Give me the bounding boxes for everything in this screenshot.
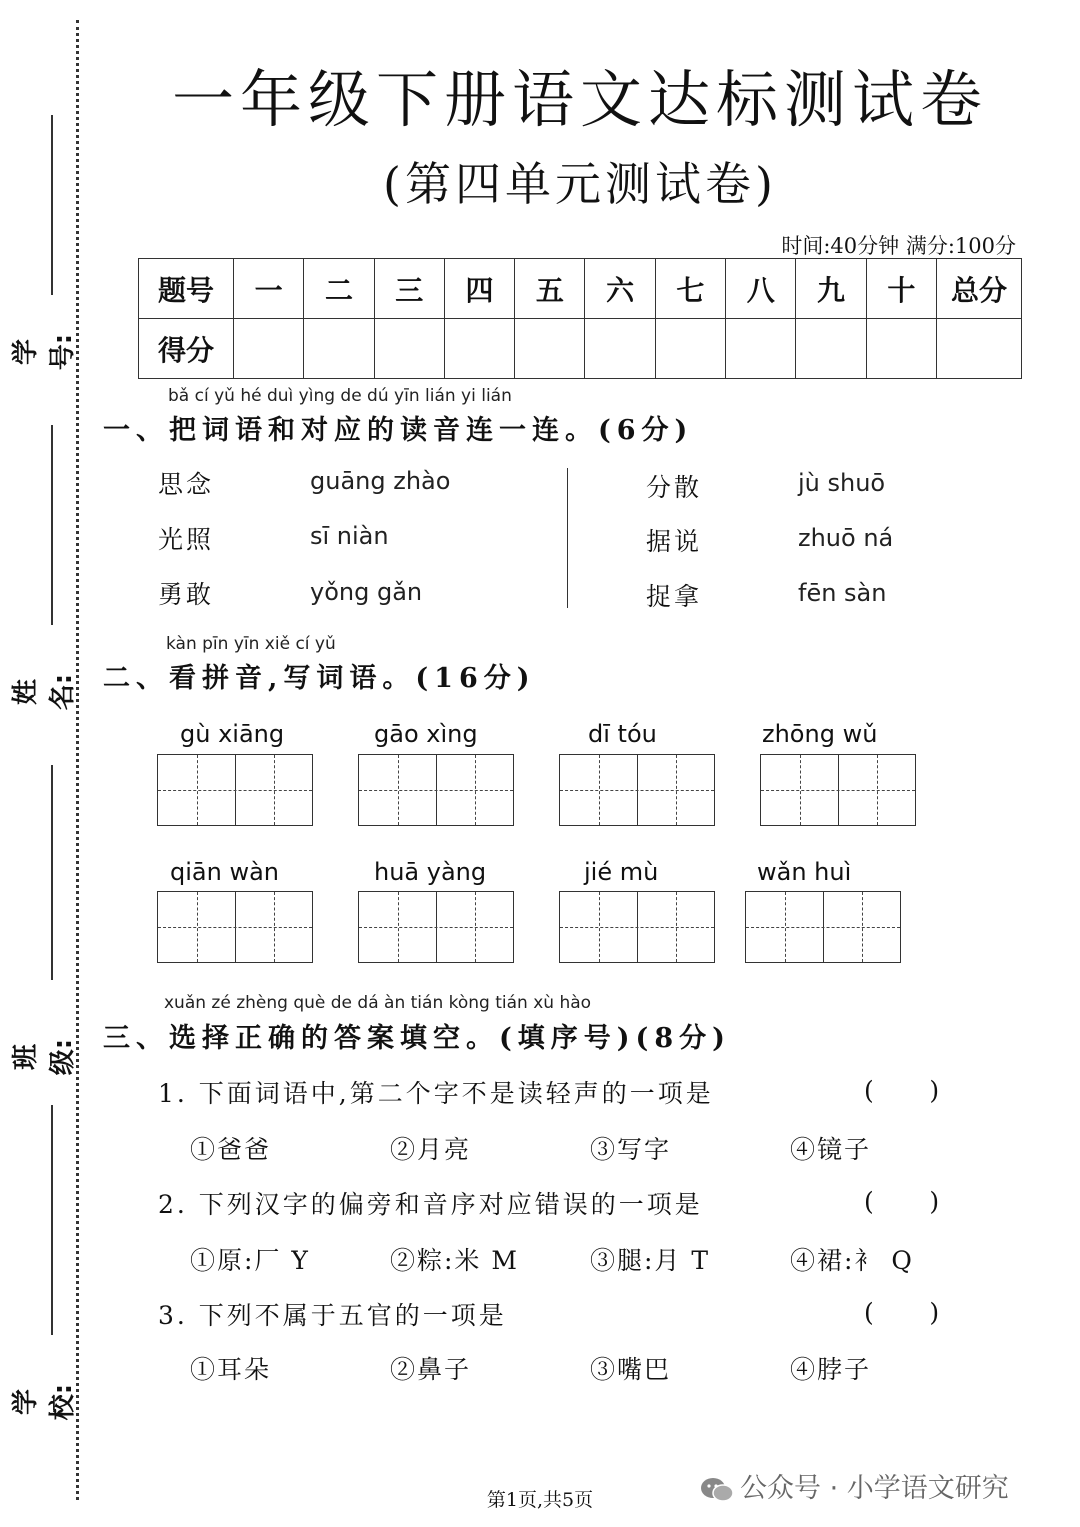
answer-option[interactable]: ④脖子	[790, 1355, 872, 1384]
score-input-cell[interactable]	[655, 319, 725, 379]
q1-pinyin: bǎ cí yǔ hé duì yìng de dú yīn lián yi lián	[168, 386, 512, 406]
q1-pinyin-option[interactable]: zhuō ná	[798, 524, 894, 552]
page-title: 一年级下册语文达标测试卷	[171, 63, 988, 136]
binding-margin	[0, 0, 90, 1527]
q2-pinyin: kàn pīn yīn xiě cí yǔ	[166, 634, 336, 654]
score-cell: 四	[444, 259, 514, 319]
score-input-cell[interactable]	[304, 319, 374, 379]
answer-option[interactable]: ①耳朵	[190, 1355, 272, 1384]
q2-grid-pinyin: wǎn huì	[757, 858, 852, 886]
q1-word[interactable]: 据说	[646, 527, 703, 556]
class-line[interactable]	[51, 765, 53, 980]
q2-grid-pinyin: dī tóu	[588, 720, 657, 748]
answer-option[interactable]: ④镜子	[790, 1135, 872, 1164]
score-input-cell[interactable]	[515, 319, 585, 379]
name-line[interactable]	[51, 425, 53, 625]
wechat-icon	[700, 1477, 734, 1503]
score-input-cell[interactable]	[585, 319, 655, 379]
writing-grid[interactable]	[745, 891, 901, 963]
writing-grid[interactable]	[559, 891, 715, 963]
score-cell: 三	[374, 259, 444, 319]
q3-question: 1. 下面词语中,第二个字不是读轻声的一项是	[158, 1079, 714, 1108]
page-number: 第1页,共5页	[486, 1489, 594, 1511]
score-cell: 二	[304, 259, 374, 319]
writing-grid[interactable]	[559, 754, 715, 826]
q2-grid-pinyin: zhōng wǔ	[762, 720, 878, 748]
answer-option[interactable]: ③腿:月 T	[590, 1246, 711, 1275]
writing-grid[interactable]	[157, 891, 313, 963]
q1-divider	[567, 468, 568, 608]
score-input-cell[interactable]	[937, 319, 1022, 379]
q1-word[interactable]: 捉拿	[646, 582, 703, 611]
class-label: 班级:	[11, 1038, 78, 1076]
exam-info: 时间:40分钟 满分:100分	[781, 234, 1016, 258]
q1-word[interactable]: 光照	[158, 525, 215, 554]
score-cell: 题号	[139, 259, 234, 319]
q2-grid-pinyin: gāo xìng	[374, 720, 478, 748]
score-input-cell[interactable]	[234, 319, 304, 379]
q1-pinyin-option[interactable]: fēn sàn	[798, 579, 887, 607]
score-input-cell[interactable]	[796, 319, 866, 379]
q1-pinyin-option[interactable]: yǒng gǎn	[310, 578, 423, 606]
score-cell: 八	[726, 259, 796, 319]
writing-grid[interactable]	[760, 754, 916, 826]
q3-heading: 三、选择正确的答案填空。(填序号)(8分)	[103, 1023, 731, 1054]
answer-option[interactable]: ③写字	[590, 1135, 672, 1164]
q1-pinyin-option[interactable]: jù shuō	[798, 469, 886, 497]
q3-pinyin: xuǎn zé zhèng què de dá àn tián kòng tián xù hào	[164, 993, 592, 1013]
answer-option[interactable]: ②月亮	[390, 1135, 472, 1164]
score-cell: 总分	[937, 259, 1022, 319]
q2-heading: 二、看拼音,写词语。(16分)	[103, 663, 536, 694]
score-table-header-row	[139, 259, 1022, 319]
answer-option[interactable]: ④裙:衤 Q	[790, 1246, 914, 1275]
answer-option[interactable]: ①爸爸	[190, 1135, 272, 1164]
q2-grid-pinyin: jié mù	[584, 858, 659, 886]
page-subtitle: (第四单元测试卷)	[383, 157, 777, 211]
score-table-score-row	[139, 319, 1022, 379]
q1-pinyin-option[interactable]: sī niàn	[310, 522, 389, 550]
q1-word[interactable]: 思念	[158, 470, 215, 499]
score-cell: 五	[515, 259, 585, 319]
score-table	[138, 258, 1022, 379]
score-row-label: 得分	[139, 319, 234, 379]
writing-grid[interactable]	[358, 754, 514, 826]
student-id-label: 学号:	[11, 333, 78, 371]
score-cell: 九	[796, 259, 866, 319]
q1-pinyin-option[interactable]: guāng zhào	[310, 467, 451, 495]
cut-line	[76, 20, 79, 1500]
score-cell: 一	[234, 259, 304, 319]
watermark	[700, 1466, 1009, 1505]
q3-question: 2. 下列汉字的偏旁和音序对应错误的一项是	[158, 1190, 703, 1219]
q2-grid-pinyin: qiān wàn	[170, 858, 279, 886]
school-label: 学校:	[11, 1383, 78, 1421]
name-label: 姓名:	[11, 673, 78, 711]
score-cell: 六	[585, 259, 655, 319]
writing-grid[interactable]	[157, 754, 313, 826]
answer-blank[interactable]: ( )	[864, 1076, 940, 1105]
score-input-cell[interactable]	[444, 319, 514, 379]
score-input-cell[interactable]	[866, 319, 936, 379]
school-line[interactable]	[51, 1105, 53, 1335]
answer-option[interactable]: ①原:厂 Y	[190, 1246, 310, 1275]
answer-blank[interactable]: ( )	[864, 1298, 940, 1327]
score-cell: 十	[866, 259, 936, 319]
q1-heading: 一、把词语和对应的读音连一连。(6分)	[103, 415, 694, 446]
score-cell: 七	[655, 259, 725, 319]
answer-option[interactable]: ②粽:米 M	[390, 1246, 519, 1275]
writing-grid[interactable]	[358, 891, 514, 963]
score-input-cell[interactable]	[726, 319, 796, 379]
q2-grid-pinyin: gù xiāng	[180, 720, 285, 748]
q1-word[interactable]: 勇敢	[158, 580, 215, 609]
answer-blank[interactable]: ( )	[864, 1187, 940, 1216]
answer-option[interactable]: ②鼻子	[390, 1355, 472, 1384]
watermark-text: 公众号 · 小学语文研究	[740, 1473, 1009, 1504]
answer-option[interactable]: ③嘴巴	[590, 1355, 672, 1384]
q3-question: 3. 下列不属于五官的一项是	[158, 1301, 507, 1330]
score-input-cell[interactable]	[374, 319, 444, 379]
q1-word[interactable]: 分散	[646, 473, 703, 502]
q2-grid-pinyin: huā yàng	[374, 858, 487, 886]
